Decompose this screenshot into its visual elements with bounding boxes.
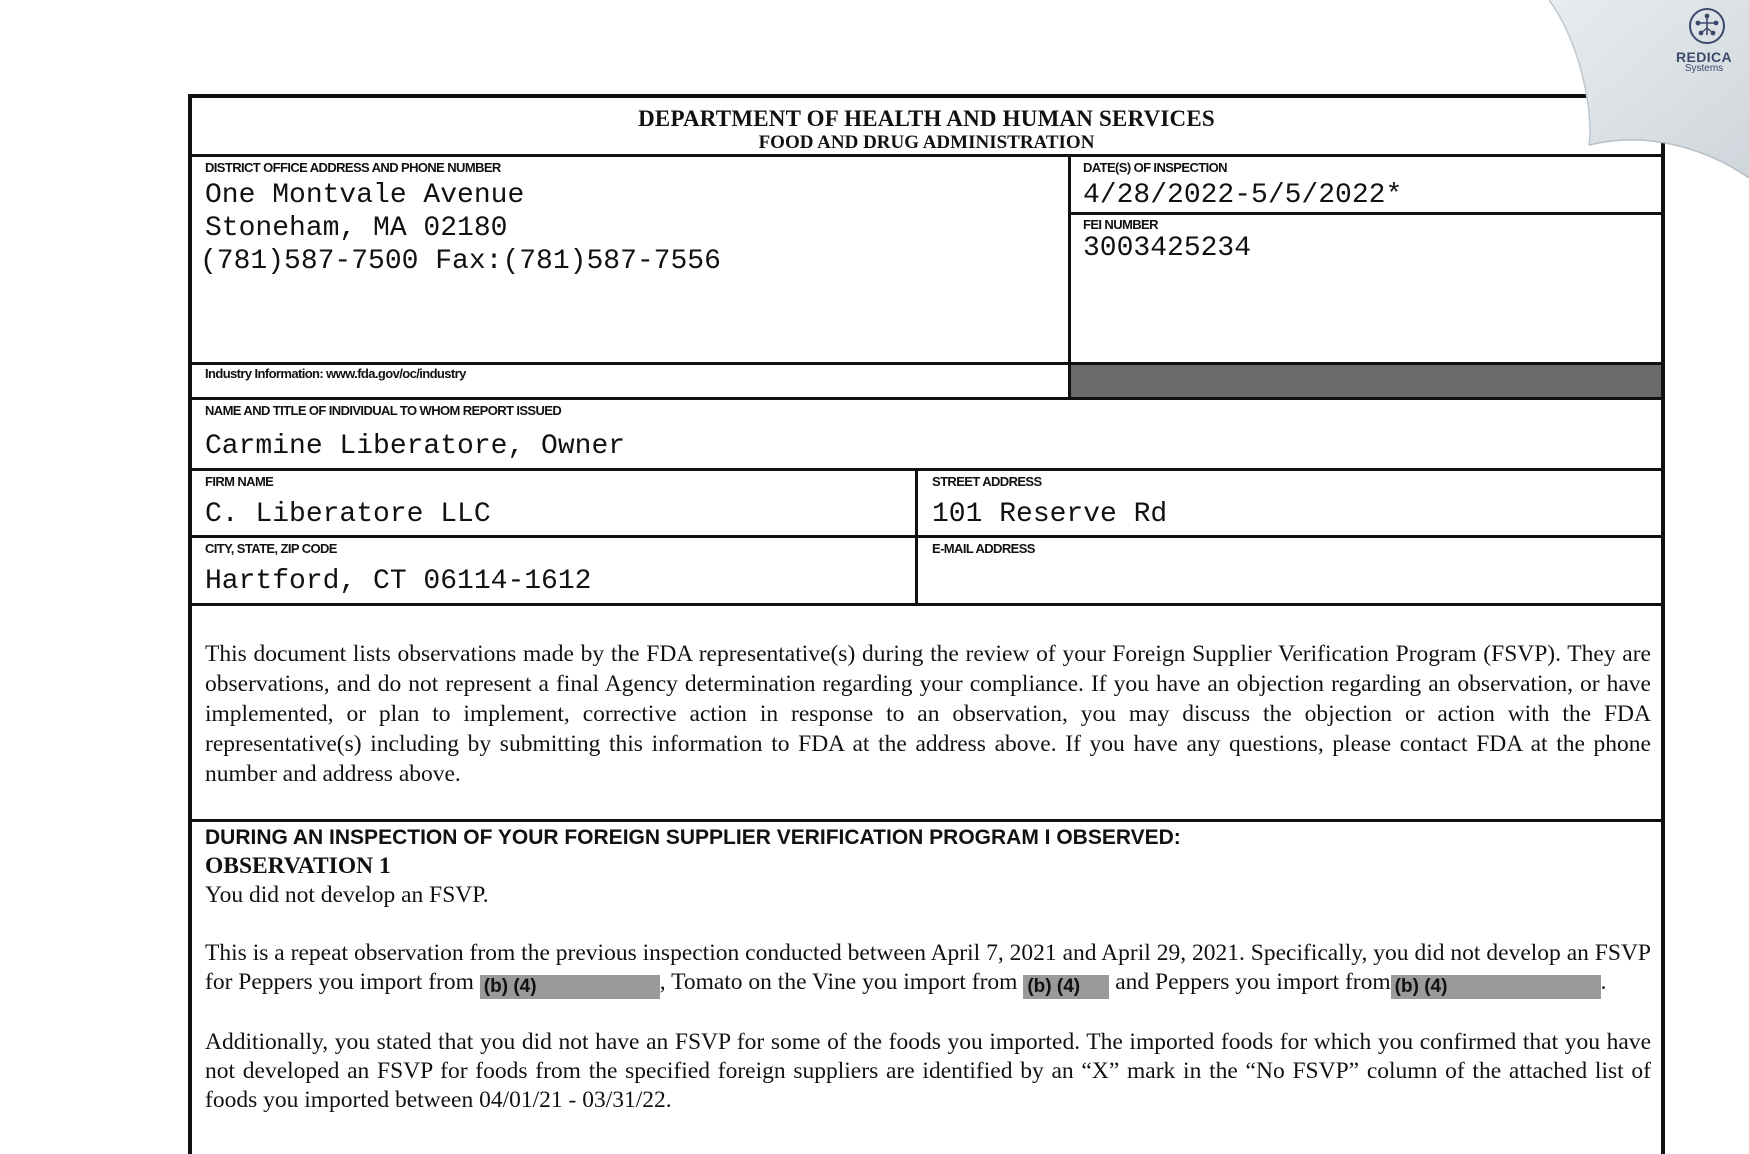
- fei-number-label: FEI NUMBER: [1083, 217, 1158, 232]
- firm-name-value: C. Liberatore LLC: [205, 499, 491, 530]
- repeat-text-2: , Tomato on the Vine you import from: [659, 969, 1024, 995]
- redica-logo-name: REDICA: [1675, 49, 1733, 65]
- redaction-box: (b) (4): [1391, 975, 1601, 999]
- shaded-cell: [1071, 365, 1661, 398]
- intro-paragraph: This document lists observations made by the FDA representative(s) during the review of your Foreign Supplier Verification Program (FSVP). They are observations, and do not represent a final Agency determination regarding your compliance. If you have an objection regarding an observation, or have implemented, or plan to implement, corrective action in response to an observation, you may discuss the objection or action with the FDA representative(s) including by submitting this information to FDA at the address above. If you have any questions, please contact FDA at the phone number and address above.: [205, 641, 1651, 787]
- redica-logo: [1665, 49, 1743, 74]
- redica-logo-subtitle: Systems: [1684, 63, 1724, 74]
- divider: [192, 535, 1661, 538]
- fda-483-form: [188, 94, 1665, 1154]
- district-office-label: DISTRICT OFFICE ADDRESS AND PHONE NUMBER: [205, 160, 501, 175]
- redaction-box: (b) (4): [1023, 975, 1109, 999]
- fei-number-value: 3003425234: [1083, 233, 1252, 264]
- divider: [192, 397, 1661, 400]
- divider: [192, 468, 1661, 471]
- divider: [1068, 212, 1661, 215]
- city-state-zip-label: CITY, STATE, ZIP CODE: [205, 541, 337, 556]
- email-address-label: E-MAIL ADDRESS: [932, 541, 1035, 556]
- district-phone-fax: (781)587-7500 Fax:(781)587-7556: [200, 246, 721, 277]
- form-subtitle: FOOD AND DRUG ADMINISTRATION: [758, 132, 1095, 153]
- observations-heading: DURING AN INSPECTION OF YOUR FOREIGN SUPPLIER VERIFICATION PROGRAM I OBSERVED:: [205, 826, 1181, 849]
- recipient-value: Carmine Liberatore, Owner: [205, 431, 626, 462]
- repeat-observation-paragraph: [205, 939, 1651, 999]
- form-title: DEPARTMENT OF HEALTH AND HUMAN SERVICES: [638, 106, 1215, 131]
- repeat-text-3: and Peppers you import from: [1109, 969, 1391, 995]
- observation-1-title: OBSERVATION 1: [205, 853, 391, 879]
- divider: [1068, 154, 1071, 397]
- divider: [192, 819, 1661, 822]
- repeat-text-4: .: [1600, 969, 1607, 995]
- district-address-line1: One Montvale Avenue: [205, 180, 525, 211]
- street-address-value: 101 Reserve Rd: [932, 499, 1168, 530]
- industry-info: Industry Information: www.fda.gov/oc/industry: [205, 366, 466, 381]
- inspection-dates-value: 4/28/2022-5/5/2022*: [1083, 180, 1403, 211]
- observations-section: [205, 823, 1651, 1115]
- divider: [192, 603, 1661, 606]
- page-curl-corner: [1549, 0, 1749, 178]
- inspection-dates-label: DATE(S) OF INSPECTION: [1083, 160, 1227, 175]
- city-state-zip-value: Hartford, CT 06114-1612: [205, 566, 592, 597]
- redaction-box: (b) (4): [480, 975, 660, 999]
- repeat-text-1: This is a repeat observation from the previous inspection conducted between April 7, 2021 and April 29, 2021. Specifically, you did not develop an FSVP for Peppers you import from: [205, 940, 1651, 995]
- divider: [192, 154, 1661, 157]
- additional-paragraph: Additionally, you stated that you did not have an FSVP for some of the foods you imported. The imported foods for which you confirmed that you have not developed an FSVP for foods from the specified foreign suppliers are identified by an “X” mark in the “No FSVP” column of the attached list of foods you imported between 04/01/21 - 03/31/22.: [205, 1029, 1651, 1113]
- street-address-label: STREET ADDRESS: [932, 474, 1042, 489]
- recipient-label: NAME AND TITLE OF INDIVIDUAL TO WHOM REPORT ISSUED: [205, 403, 562, 418]
- firm-name-label: FIRM NAME: [205, 474, 274, 489]
- observation-1-text: You did not develop an FSVP.: [205, 882, 489, 908]
- district-address-line2: Stoneham, MA 02180: [205, 213, 508, 244]
